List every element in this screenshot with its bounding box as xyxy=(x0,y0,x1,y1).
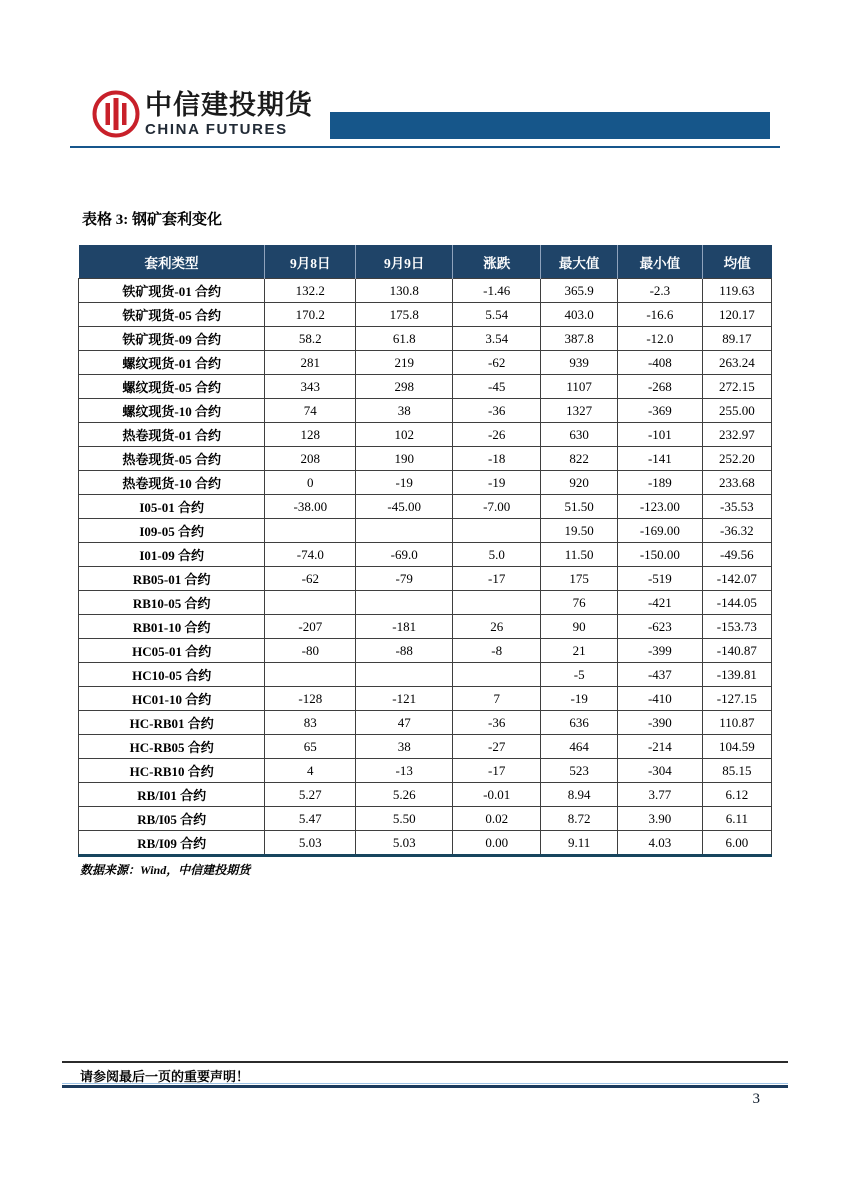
header-divider xyxy=(70,146,780,148)
brand-block xyxy=(145,92,313,137)
cell: 0.02 xyxy=(453,807,541,831)
data-source-note: 数据来源：Wind，中信建投期货 xyxy=(80,863,251,877)
table-row xyxy=(79,759,772,783)
row-label: I01-09 合约 xyxy=(79,543,265,567)
cell: -17 xyxy=(453,567,541,591)
cell: -36.32 xyxy=(702,519,771,543)
cell: -18 xyxy=(453,447,541,471)
table-row xyxy=(79,447,772,471)
cell xyxy=(265,591,356,615)
cell: 85.15 xyxy=(702,759,771,783)
cell: 8.94 xyxy=(541,783,618,807)
column-header: 最小值 xyxy=(618,245,703,279)
cell: 387.8 xyxy=(541,327,618,351)
cell: 252.20 xyxy=(702,447,771,471)
table-row xyxy=(79,639,772,663)
cell: 1327 xyxy=(541,399,618,423)
cell: -139.81 xyxy=(702,663,771,687)
row-label: HC05-01 合约 xyxy=(79,639,265,663)
cell: 343 xyxy=(265,375,356,399)
table-row xyxy=(79,567,772,591)
cell: 523 xyxy=(541,759,618,783)
cell xyxy=(265,519,356,543)
cell: 255.00 xyxy=(702,399,771,423)
cell xyxy=(356,591,453,615)
cell: 365.9 xyxy=(541,279,618,303)
table-row xyxy=(79,543,772,567)
row-label: HC-RB05 合约 xyxy=(79,735,265,759)
cell: 4 xyxy=(265,759,356,783)
cell: 464 xyxy=(541,735,618,759)
cell: 190 xyxy=(356,447,453,471)
cell: -13 xyxy=(356,759,453,783)
cell: 47 xyxy=(356,711,453,735)
table-row xyxy=(79,687,772,711)
cell: -140.87 xyxy=(702,639,771,663)
cell: -390 xyxy=(618,711,703,735)
cell: -19 xyxy=(356,471,453,495)
cell: 76 xyxy=(541,591,618,615)
cell: 0 xyxy=(265,471,356,495)
cell xyxy=(265,663,356,687)
cell: 403.0 xyxy=(541,303,618,327)
cell: 175.8 xyxy=(356,303,453,327)
table-row xyxy=(79,303,772,327)
cell: 6.12 xyxy=(702,783,771,807)
cell: -36 xyxy=(453,711,541,735)
cell: -369 xyxy=(618,399,703,423)
table-row xyxy=(79,351,772,375)
table-title: 表格 3: 钢矿套利变化 xyxy=(82,212,222,228)
cell: 5.03 xyxy=(356,831,453,855)
row-label: RB10-05 合约 xyxy=(79,591,265,615)
cell: -142.07 xyxy=(702,567,771,591)
cell: 4.03 xyxy=(618,831,703,855)
row-label: HC-RB01 合约 xyxy=(79,711,265,735)
footer-top-divider xyxy=(62,1061,788,1063)
cell: -101 xyxy=(618,423,703,447)
cell: -519 xyxy=(618,567,703,591)
cell: 74 xyxy=(265,399,356,423)
cell: -2.3 xyxy=(618,279,703,303)
cell: -62 xyxy=(453,351,541,375)
cell: 132.2 xyxy=(265,279,356,303)
row-label: 热卷现货-10 合约 xyxy=(79,471,265,495)
footer-bottom-divider xyxy=(62,1083,788,1088)
cell xyxy=(453,591,541,615)
cell: -150.00 xyxy=(618,543,703,567)
cell: -27 xyxy=(453,735,541,759)
header-banner-bar xyxy=(330,112,770,139)
table-row xyxy=(79,591,772,615)
cell: -121 xyxy=(356,687,453,711)
cell: 6.11 xyxy=(702,807,771,831)
cell: -410 xyxy=(618,687,703,711)
column-header: 最大值 xyxy=(541,245,618,279)
cell: 83 xyxy=(265,711,356,735)
row-label: 热卷现货-05 合约 xyxy=(79,447,265,471)
row-label: 铁矿现货-01 合约 xyxy=(79,279,265,303)
brand-name-cn: 中信建投期货 xyxy=(145,90,313,120)
cell: -79 xyxy=(356,567,453,591)
cell: -153.73 xyxy=(702,615,771,639)
table-row xyxy=(79,735,772,759)
cell: 5.47 xyxy=(265,807,356,831)
cell: 21 xyxy=(541,639,618,663)
row-label: RB/I01 合约 xyxy=(79,783,265,807)
table-row xyxy=(79,423,772,447)
cell: -181 xyxy=(356,615,453,639)
cell: 110.87 xyxy=(702,711,771,735)
cell: 175 xyxy=(541,567,618,591)
cell: 5.27 xyxy=(265,783,356,807)
table-row xyxy=(79,471,772,495)
row-label: RB01-10 合约 xyxy=(79,615,265,639)
table-row xyxy=(79,711,772,735)
row-label: 螺纹现货-05 合约 xyxy=(79,375,265,399)
cell: -304 xyxy=(618,759,703,783)
row-label: I05-01 合约 xyxy=(79,495,265,519)
cell: 104.59 xyxy=(702,735,771,759)
table-row xyxy=(79,495,772,519)
cell: 5.54 xyxy=(453,303,541,327)
cell: -623 xyxy=(618,615,703,639)
cell: -141 xyxy=(618,447,703,471)
cell: 5.26 xyxy=(356,783,453,807)
cell: -189 xyxy=(618,471,703,495)
cell: -7.00 xyxy=(453,495,541,519)
cell: 5.50 xyxy=(356,807,453,831)
cell: -207 xyxy=(265,615,356,639)
cell: 232.97 xyxy=(702,423,771,447)
table-row xyxy=(79,327,772,351)
cell: 19.50 xyxy=(541,519,618,543)
row-label: RB/I09 合约 xyxy=(79,831,265,855)
cell: -268 xyxy=(618,375,703,399)
cell: 5.0 xyxy=(453,543,541,567)
table-row xyxy=(79,399,772,423)
cell: 128 xyxy=(265,423,356,447)
cell: 822 xyxy=(541,447,618,471)
row-label: HC-RB10 合约 xyxy=(79,759,265,783)
column-header: 套利类型 xyxy=(79,245,265,279)
cell: 272.15 xyxy=(702,375,771,399)
brand-name-en: CHINA FUTURES xyxy=(145,121,288,138)
row-label: 热卷现货-01 合约 xyxy=(79,423,265,447)
footer-disclaimer: 请参阅最后一页的重要声明！ xyxy=(80,1069,250,1084)
row-label: 螺纹现货-10 合约 xyxy=(79,399,265,423)
cell: -128 xyxy=(265,687,356,711)
cell: -437 xyxy=(618,663,703,687)
cell xyxy=(453,663,541,687)
cell: 119.63 xyxy=(702,279,771,303)
cell: 89.17 xyxy=(702,327,771,351)
cell: 3.77 xyxy=(618,783,703,807)
cell: 102 xyxy=(356,423,453,447)
row-label: HC01-10 合约 xyxy=(79,687,265,711)
cell: -74.0 xyxy=(265,543,356,567)
cell: 61.8 xyxy=(356,327,453,351)
row-label: RB05-01 合约 xyxy=(79,567,265,591)
cell: -45.00 xyxy=(356,495,453,519)
cell xyxy=(356,663,453,687)
table-row xyxy=(79,783,772,807)
cell: 130.8 xyxy=(356,279,453,303)
cell: 6.00 xyxy=(702,831,771,855)
cell: -17 xyxy=(453,759,541,783)
row-label: I09-05 合约 xyxy=(79,519,265,543)
cell: 7 xyxy=(453,687,541,711)
cell: 26 xyxy=(453,615,541,639)
cell: -80 xyxy=(265,639,356,663)
cell: 219 xyxy=(356,351,453,375)
cell: 38 xyxy=(356,735,453,759)
cell: 170.2 xyxy=(265,303,356,327)
citic-futures-logo-icon xyxy=(92,90,140,138)
cell: -8 xyxy=(453,639,541,663)
cell: -88 xyxy=(356,639,453,663)
cell xyxy=(453,519,541,543)
cell: 8.72 xyxy=(541,807,618,831)
cell: 1107 xyxy=(541,375,618,399)
cell: 920 xyxy=(541,471,618,495)
cell: -127.15 xyxy=(702,687,771,711)
cell: -169.00 xyxy=(618,519,703,543)
cell: -69.0 xyxy=(356,543,453,567)
arbitrage-table xyxy=(78,245,772,857)
row-label: 铁矿现货-09 合约 xyxy=(79,327,265,351)
cell: 51.50 xyxy=(541,495,618,519)
cell: -49.56 xyxy=(702,543,771,567)
table-row xyxy=(79,807,772,831)
table-body xyxy=(79,279,772,855)
cell: -62 xyxy=(265,567,356,591)
cell: -26 xyxy=(453,423,541,447)
cell: -144.05 xyxy=(702,591,771,615)
cell: 58.2 xyxy=(265,327,356,351)
cell: -36 xyxy=(453,399,541,423)
table-row xyxy=(79,279,772,303)
cell: 3.54 xyxy=(453,327,541,351)
cell: -1.46 xyxy=(453,279,541,303)
cell: 233.68 xyxy=(702,471,771,495)
cell: 298 xyxy=(356,375,453,399)
cell: 208 xyxy=(265,447,356,471)
cell: 11.50 xyxy=(541,543,618,567)
cell: -5 xyxy=(541,663,618,687)
table-row xyxy=(79,375,772,399)
cell: -399 xyxy=(618,639,703,663)
cell: 0.00 xyxy=(453,831,541,855)
cell: -123.00 xyxy=(618,495,703,519)
cell: -38.00 xyxy=(265,495,356,519)
table-row xyxy=(79,519,772,543)
row-label: HC10-05 合约 xyxy=(79,663,265,687)
cell: 90 xyxy=(541,615,618,639)
cell: 9.11 xyxy=(541,831,618,855)
cell: -19 xyxy=(541,687,618,711)
cell: 630 xyxy=(541,423,618,447)
page-number: 3 xyxy=(752,1091,760,1107)
cell: -421 xyxy=(618,591,703,615)
table-row xyxy=(79,831,772,855)
row-label: 铁矿现货-05 合约 xyxy=(79,303,265,327)
cell: 281 xyxy=(265,351,356,375)
cell xyxy=(356,519,453,543)
cell: 120.17 xyxy=(702,303,771,327)
row-label: RB/I05 合约 xyxy=(79,807,265,831)
cell: 263.24 xyxy=(702,351,771,375)
cell: 5.03 xyxy=(265,831,356,855)
cell: 3.90 xyxy=(618,807,703,831)
cell: 38 xyxy=(356,399,453,423)
column-header: 9月8日 xyxy=(265,245,356,279)
cell: -408 xyxy=(618,351,703,375)
cell: 939 xyxy=(541,351,618,375)
cell: -19 xyxy=(453,471,541,495)
cell: -12.0 xyxy=(618,327,703,351)
row-label: 螺纹现货-01 合约 xyxy=(79,351,265,375)
column-header: 均值 xyxy=(702,245,771,279)
cell: -35.53 xyxy=(702,495,771,519)
table-header-row xyxy=(79,245,772,279)
cell: -16.6 xyxy=(618,303,703,327)
cell: 65 xyxy=(265,735,356,759)
column-header: 涨跌 xyxy=(453,245,541,279)
column-header: 9月9日 xyxy=(356,245,453,279)
table-row xyxy=(79,663,772,687)
cell: -0.01 xyxy=(453,783,541,807)
table-row xyxy=(79,615,772,639)
cell: 636 xyxy=(541,711,618,735)
cell: -45 xyxy=(453,375,541,399)
cell: -214 xyxy=(618,735,703,759)
